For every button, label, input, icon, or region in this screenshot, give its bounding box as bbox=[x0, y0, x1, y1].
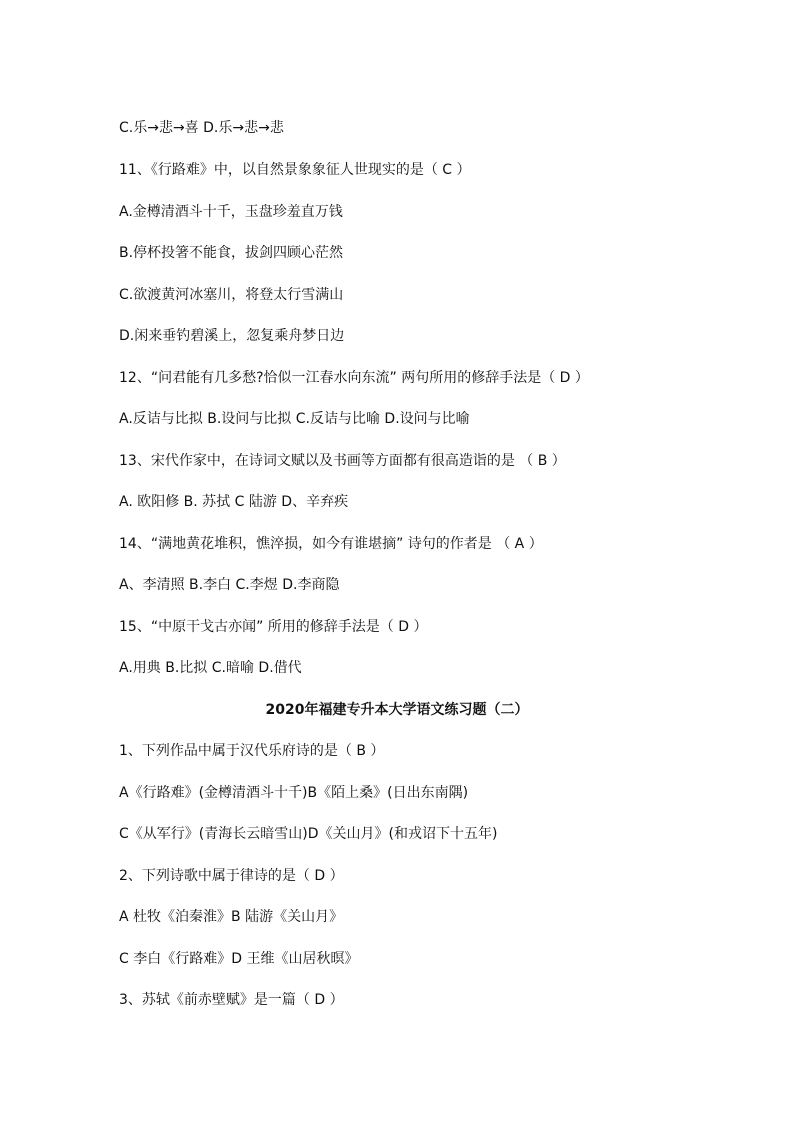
option-line: B.停杯投箸不能食，拔剑四顾心茫然 bbox=[119, 245, 344, 261]
option-line: A.金樽清酒斗十千，玉盘珍羞直万钱 bbox=[119, 204, 343, 220]
option-line: A. 欧阳修 B. 苏拭 C 陆游 D、辛弃疾 bbox=[119, 494, 349, 510]
option-line: A《行路难》(金樽清酒斗十千)B《陌上桑》(日出东南隅) bbox=[119, 785, 469, 801]
question-line: 15、“中原干戈古亦闻” 所用的修辞手法是（ D ） bbox=[119, 619, 428, 635]
option-line: C 李白《行路难》D 王维《山居秋暝》 bbox=[119, 951, 359, 967]
question-line: 12、“问君能有几多愁?恰似一江春水向东流” 两句所用的修辞手法是（ D ） bbox=[119, 370, 589, 386]
question-line: 14、“满地黄花堆积，憔淬损，如今有谁堪摘” 诗句的作者是 （ A ） bbox=[119, 536, 543, 552]
question-line: 13、宋代作家中，在诗词文赋以及书画等方面都有很高造诣的是 （ B ） bbox=[119, 453, 566, 469]
option-line: A 杜牧《泊秦淮》B 陆游《关山月》 bbox=[119, 909, 344, 925]
question-line: 2、下列诗歌中属于律诗的是（ D ） bbox=[119, 868, 344, 884]
question-line: 3、苏轼《前赤壁赋》是一篇（ D ） bbox=[119, 992, 344, 1008]
question-line: 11、《行路难》中，以自然景象象征人世现实的是（ C ） bbox=[119, 162, 471, 178]
option-line: C.欲渡黄河冰塞川，将登太行雪满山 bbox=[119, 287, 344, 303]
option-line: C《从军行》(青海长云暗雪山)D《关山月》(和戎诏下十五年) bbox=[119, 826, 498, 842]
option-line: D.闲来垂钓碧溪上，忽复乘舟梦日边 bbox=[119, 328, 345, 344]
section-title: 2020年福建专升本大学语文练习题（二） bbox=[265, 702, 529, 718]
option-line: A.反诘与比拟 B.设问与比拟 C.反诘与比喻 D.设问与比喻 bbox=[119, 411, 470, 427]
option-line: A、李清照 B.李白 C.李煜 D.李商隐 bbox=[119, 577, 340, 593]
question-line: 1、下列作品中属于汉代乐府诗的是（ B ） bbox=[119, 743, 385, 759]
text-line: C.乐→悲→喜 D.乐→悲→悲 bbox=[119, 120, 284, 136]
option-line: A.用典 B.比拟 C.暗喻 D.借代 bbox=[119, 660, 302, 676]
